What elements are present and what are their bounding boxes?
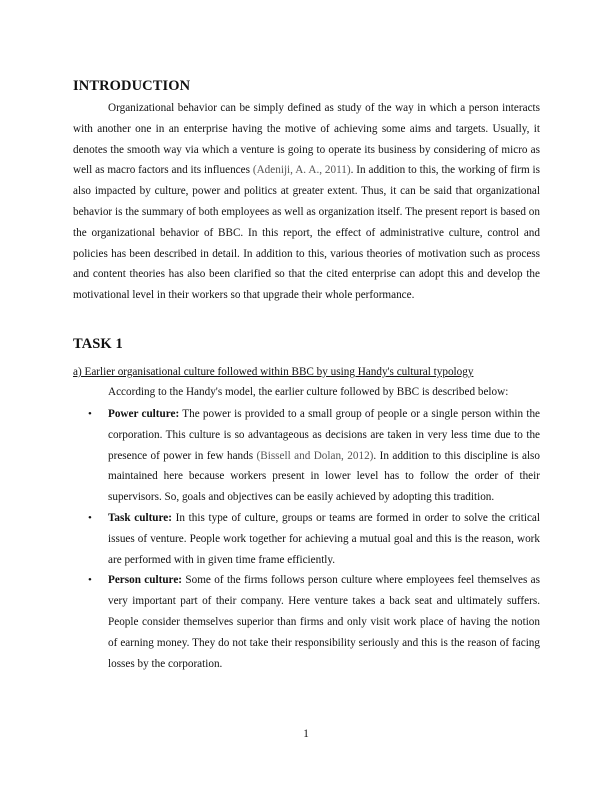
- power-culture-text-2: . In addition to this discipline is also maintained here because workers present in lower level has to follow the order of their supervisors. So, goals and objectives can be easily achieved by adopting this tradition.: [108, 449, 540, 504]
- power-culture-title: Power culture:: [108, 408, 180, 420]
- intro-citation: (Adeniji, A. A., 2011): [252, 164, 351, 177]
- intro-text-part-2: . In addition to this, the working of firm is also impacted by culture, power and politics at greater extent. Thus, it can be said that organizational behavior is the summary of both employees as well as organization itself. The present report is based on the organizational behavior of BBC. In this report, the effect of administrative culture, control and policies has been described in detail. In addition to this, various theories of motivation such as process and content theories has also been clarified so that the cited enterprise can adopt this and develop the motivational level in their workers so that upgrade their whole performance.: [73, 164, 541, 302]
- power-culture-text-1: The power is provided to a small group of people or a single person within the corporation. This culture is so advantageous as decisions are taken in very less time due to the presence of power in few hands: [108, 408, 540, 462]
- task-culture-title: Task culture:: [108, 511, 172, 524]
- list-item-person-culture: [73, 570, 540, 674]
- list-item-power-culture: [73, 404, 540, 508]
- page-number: 1: [303, 728, 309, 740]
- introduction-heading: INTRODUCTION: [73, 78, 191, 94]
- bullet-icon: •: [88, 574, 92, 587]
- power-culture-citation: (Bissell and Dolan, 2012): [256, 449, 374, 462]
- list-item-task-culture: [73, 508, 540, 570]
- person-culture-title: Person culture:: [108, 574, 183, 587]
- bullet-icon: •: [88, 408, 92, 420]
- task-1-heading: TASK 1: [73, 336, 123, 352]
- introduction-paragraph: [73, 98, 540, 306]
- culture-list: [73, 404, 540, 674]
- handy-model-lead: According to the Handy's model, the earlier culture followed by BBC is described below:: [108, 386, 509, 398]
- intro-text-part-1: Organizational behavior can be simply defined as study of the way in which a person interacts with another one in an enterprise having the motive of achieving some aims and targets. Usually, it denotes the smooth way via which a venture is going to operate its business by considering of micro as well as macro factors and its influences: [73, 102, 540, 177]
- person-culture-text: Some of the firms follows person culture where employees feel themselves as very important part of their company. Here venture takes a back seat and ultimately suffers. People consider themselves superior than firms and only visit work place of having the notion of earning money. They do not take their responsibility seriously and this is the reason of facing losses by the corporation.: [108, 574, 541, 670]
- bullet-icon: •: [88, 511, 92, 524]
- task-culture-text: In this type of culture, groups or teams are formed in order to solve the critical issues of venture. People work together for achieving a mutual goal and this is the reason, work are performed with in given time frame efficiently.: [108, 511, 540, 566]
- task-1-subheading: a) Earlier organisational culture followed within BBC by using Handy's cultural typology: [73, 366, 474, 378]
